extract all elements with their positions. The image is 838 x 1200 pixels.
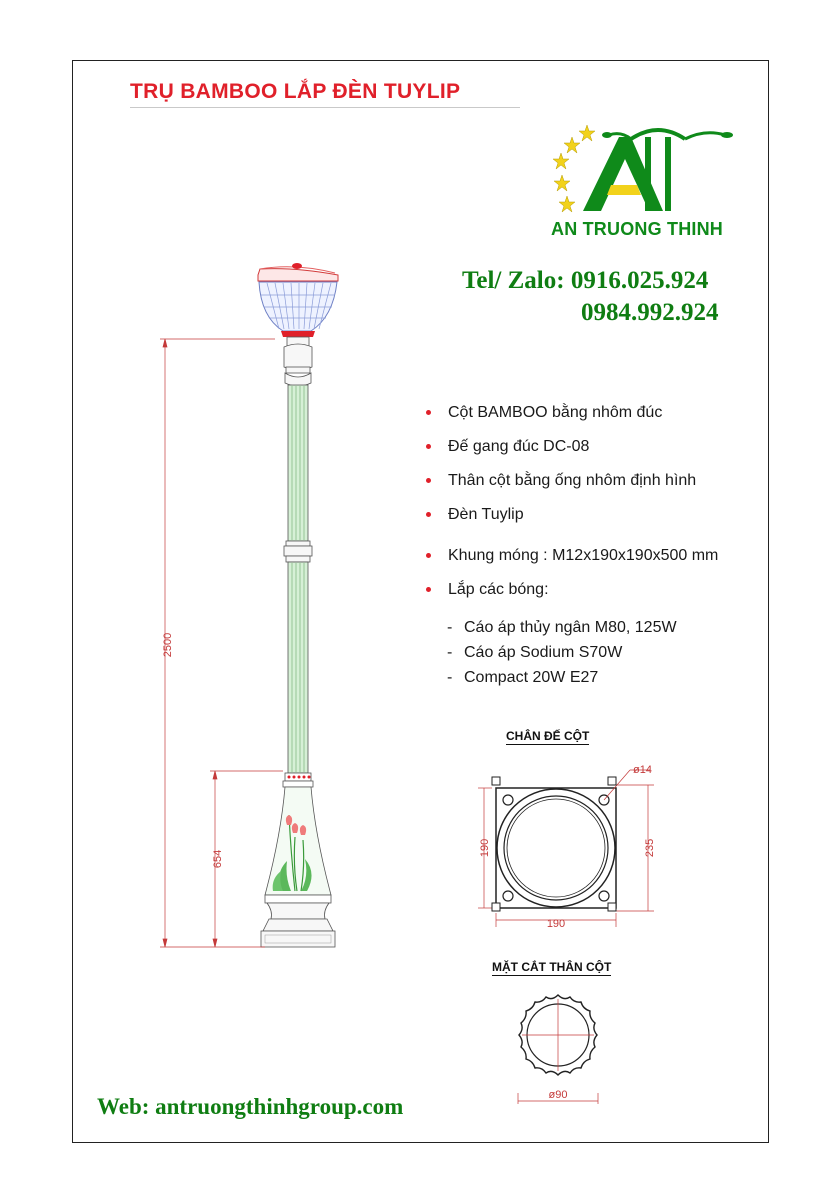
base-height-label: 190: [479, 838, 491, 858]
bulb-item: - Cáo áp thủy ngân M80, 125W: [447, 619, 677, 636]
phone-line-1: Tel/ Zalo: 0916.025.924: [462, 267, 709, 294]
logo-star-2: [564, 137, 580, 153]
pole-lower-shaft: [288, 562, 308, 773]
website-text: Web: antruongthinhgroup.com: [97, 1094, 404, 1119]
section-drawing: [500, 985, 620, 1105]
pole-top-collar: [284, 337, 312, 386]
spec-item: Thân cột bằng ống nhôm định hình: [424, 470, 784, 504]
pole-mid-collar: [284, 541, 312, 562]
base-outer-label: 235: [644, 838, 656, 858]
title-underline: [130, 107, 520, 108]
spec-item: Đèn Tuylip: [424, 504, 784, 538]
total-height-label: 2500: [162, 632, 174, 658]
spec-item: Cột BAMBOO bằng nhôm đúc: [424, 402, 784, 436]
bulb-list: [447, 617, 677, 692]
spec-list: [424, 402, 784, 613]
company-name: AN TRUONG THINH: [551, 219, 723, 239]
phone-line-2: 0984.992.924: [581, 299, 719, 326]
base-plan-title: CHÂN ĐẾ CỘT: [506, 729, 590, 743]
base-width-label: 190: [546, 918, 566, 930]
spec-item: Lắp các bóng:: [424, 579, 784, 613]
logo-star-4: [554, 175, 570, 191]
section-diameter-label: ø90: [548, 1089, 568, 1101]
pole-upper-shaft: [288, 385, 308, 541]
page-title: TRỤ BAMBOO LẮP ĐÈN TUYLIP: [130, 80, 461, 103]
pole-cast-base: [261, 773, 335, 947]
logo-star-1: [579, 125, 595, 141]
bulb-item: - Compact 20W E27: [447, 669, 599, 686]
base-height-label: 654: [212, 849, 224, 869]
pole-drawing: [155, 255, 355, 960]
logo-star-5: [559, 196, 575, 212]
section-title: MẶT CẮT THÂN CỘT: [492, 960, 612, 974]
logo-star-3: [553, 153, 569, 169]
hole-diameter-label: ø14: [633, 764, 652, 776]
tulip-lamp-head: [258, 263, 338, 337]
spec-item: Đế gang đúc DC-08: [424, 436, 784, 470]
spec-item: Khung móng : M12x190x190x500 mm: [424, 545, 784, 579]
bulb-item: - Cáo áp Sodium S70W: [447, 644, 623, 661]
base-plan-drawing: [470, 755, 670, 935]
